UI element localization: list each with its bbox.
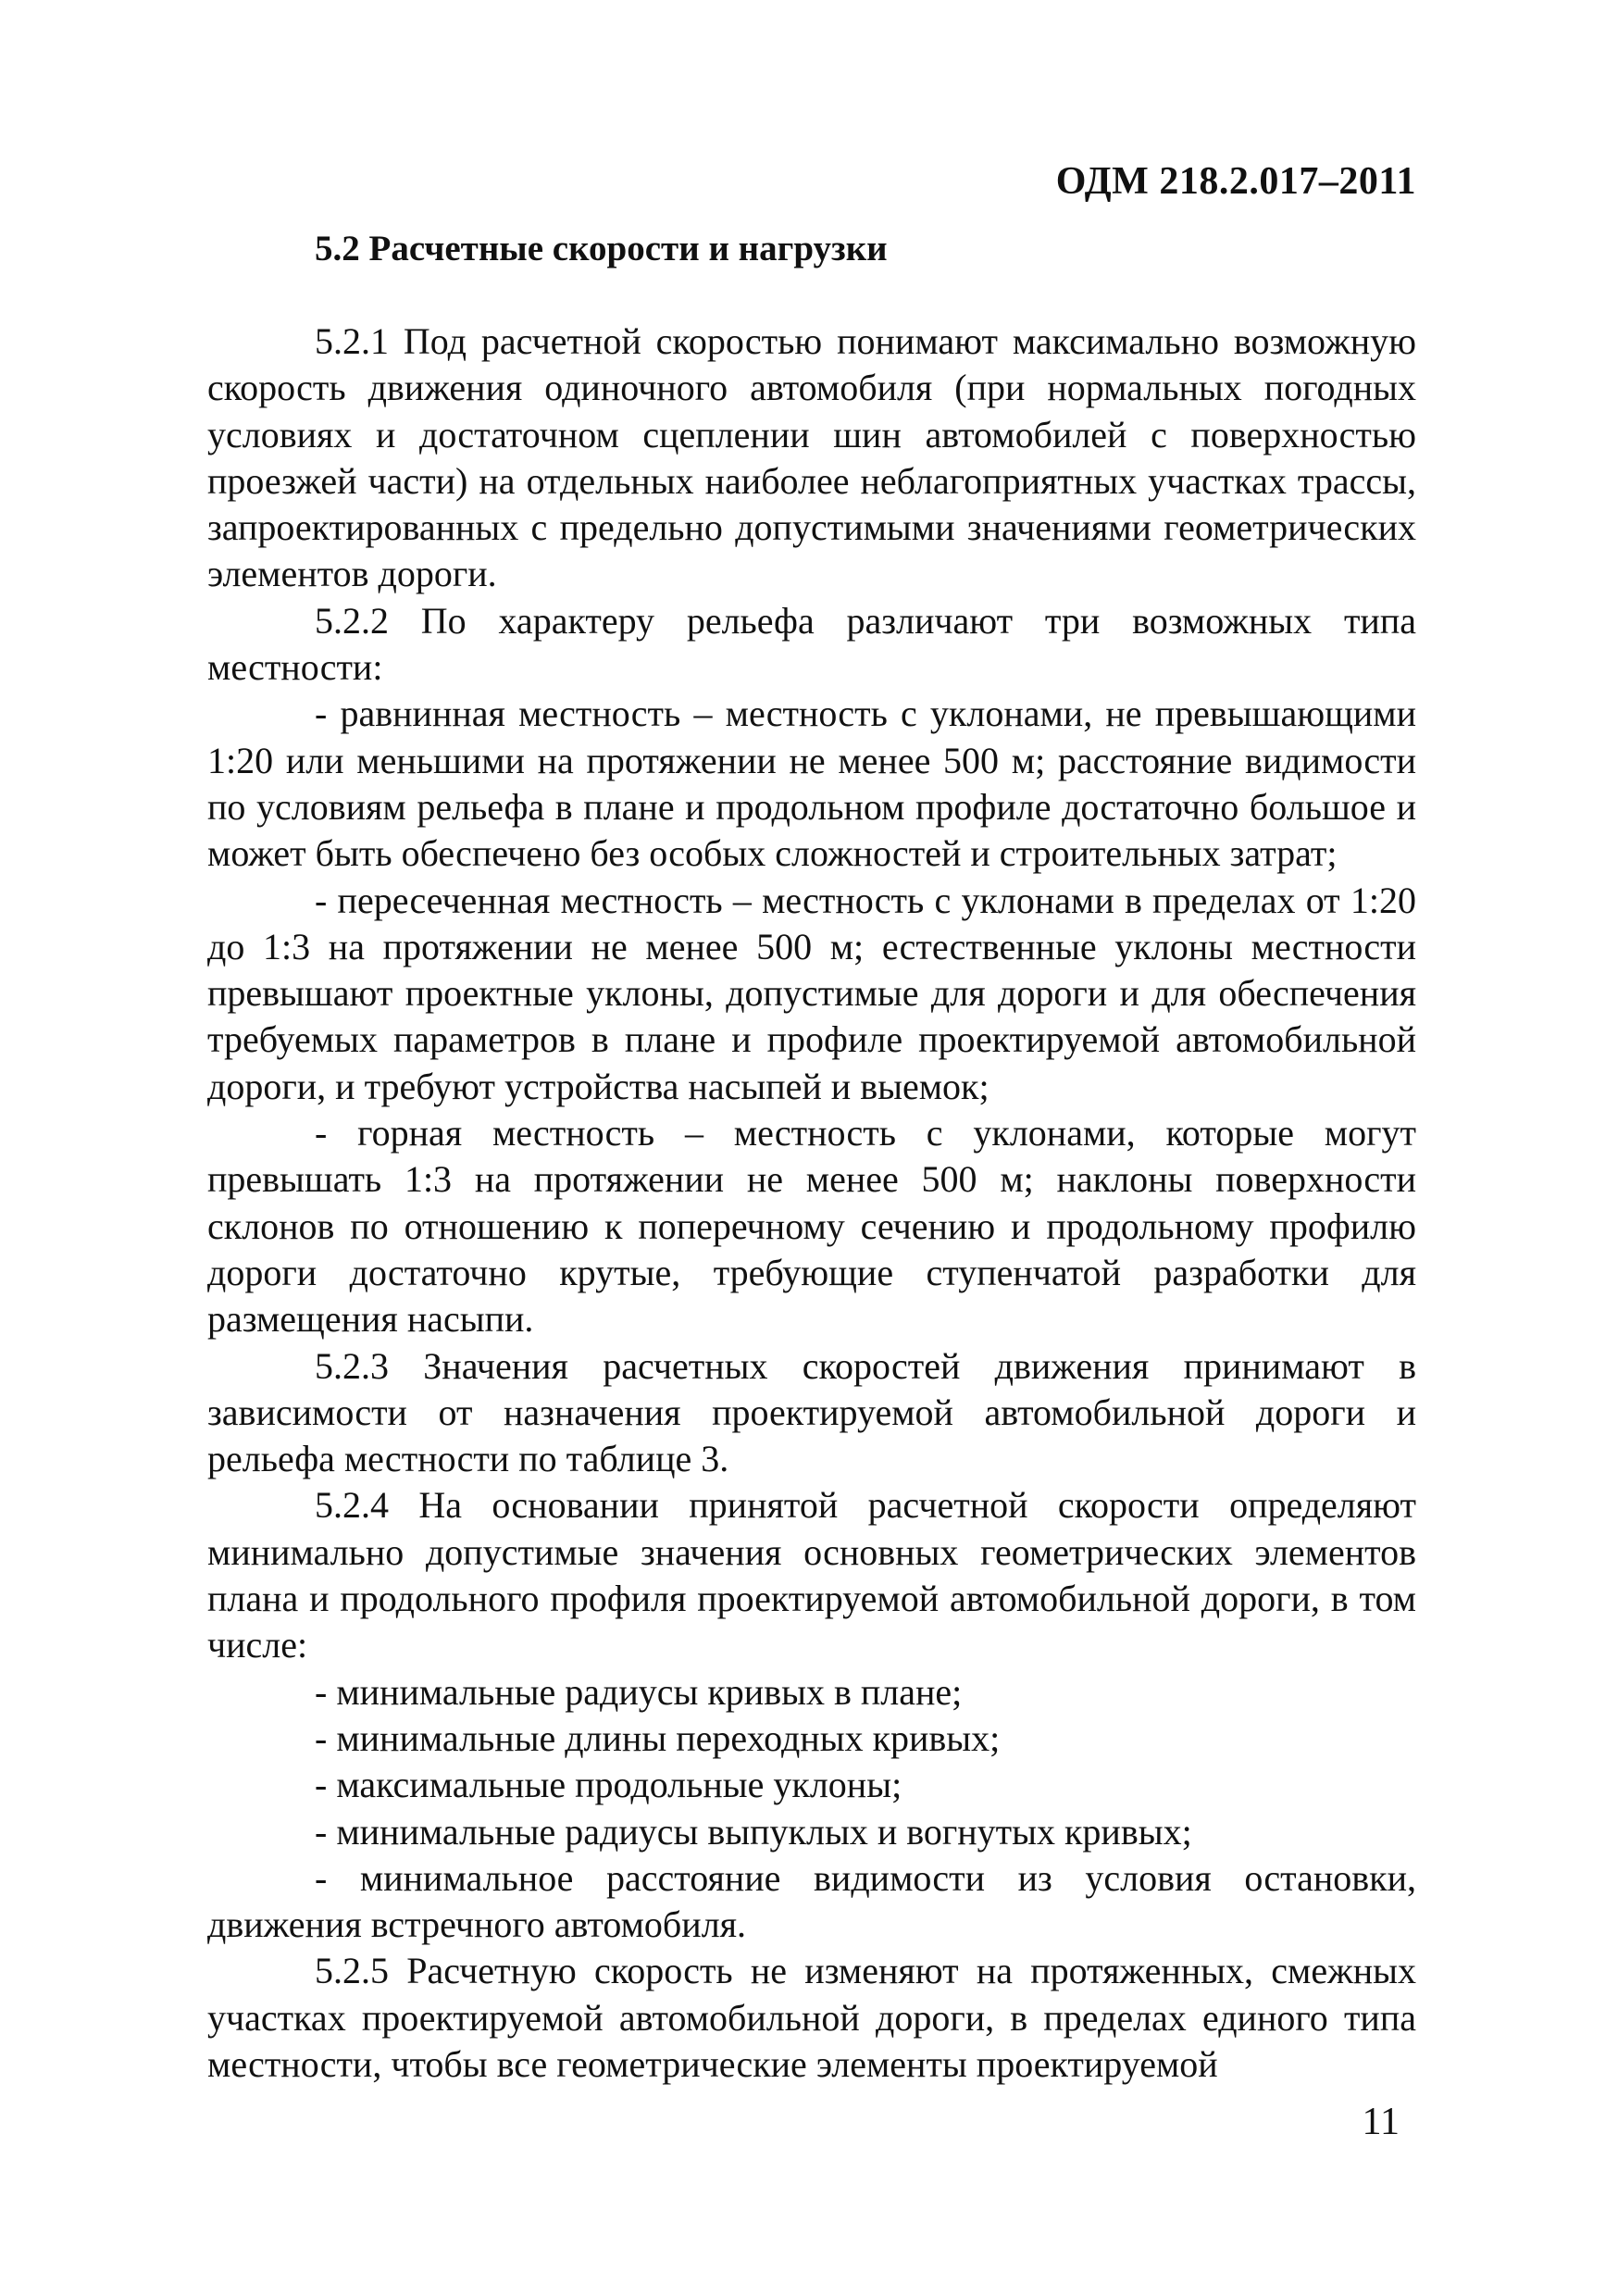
body-text xyxy=(207,318,1416,2088)
list-item-rough-terrain: - пересеченная местность – местность с уклонами в пределах от 1:20 до 1:3 на протяжении не менее 500 м; естественные уклоны местности превышают проектные уклоны, допустимые для дороги и для обеспечения требуемых параметров в плане и профиле проектируемой автомобильной дороги, и требуют устройства насыпей и выемок; xyxy=(207,879,1416,1107)
list-item-longitudinal-slopes: - максимальные продольные уклоны; xyxy=(315,1764,902,1806)
section-heading: 5.2 Расчетные скорости и нагрузки xyxy=(315,229,888,268)
paragraph-5-2-1: 5.2.1 Под расчетной скоростью понимают максимально возможную скорость движения одиночного автомобиля (при нормальных погодных условиях и достаточном сцеплении шин автомобилей с поверхностью проезжей части) на отдельных наиболее неблагоприятных участках трассы, запроектированных с предельно допустимыми значениями геометрических элементов дороги. xyxy=(207,320,1416,595)
paragraph-5-2-4: 5.2.4 На основании принятой расчетной скорости определяют минимально допустимые значения основных геометрических элементов плана и продольного профиля проектируемой автомобильной дороги, в том числе: xyxy=(207,1484,1416,1666)
list-item-vertical-curves: - минимальные радиусы выпуклых и вогнутых кривых; xyxy=(315,1810,1192,1853)
list-item-sight-distance: - минимальное расстояние видимости из условия остановки, движения встречного автомобиля. xyxy=(207,1856,1416,1946)
paragraph-5-2-3: 5.2.3 Значения расчетных скоростей движения принимают в зависимости от назначения проектируемой автомобильной дороги и рельефа местности по таблице 3. xyxy=(207,1344,1416,1480)
list-item-flat-terrain: - равнинная местность – местность с уклонами, не превышающими 1:20 или меньшими на протяжении не менее 500 м; расстояние видимости по условиям рельефа в плане и продольном профиле достаточно большое и может быть обеспечено без особых сложностей и строительных затрат; xyxy=(207,693,1416,875)
paragraph-5-2-5: 5.2.5 Расчетную скорость не изменяют на протяженных, смежных участках проектируемой автомобильной дороги, в пределах единого типа местности, чтобы все геометрические элементы проектируемой xyxy=(207,1950,1416,2085)
list-item-transition-curves: - минимальные длины переходных кривых; xyxy=(315,1716,1001,1759)
document-code: ОДМ 218.2.017–2011 xyxy=(1055,160,1416,203)
page-number: 11 xyxy=(1362,2101,1400,2143)
list-item-curve-radii: - минимальные радиусы кривых в плане; xyxy=(315,1670,963,1713)
list-item-mountain-terrain: - горная местность – местность с уклонами, которые могут превышать 1:3 на протяжении не менее 500 м; наклоны поверхности склонов по отношению к поперечному сечению и продольному профилю дороги достаточно крутые, требующие ступенчатой разработки для размещения насыпи. xyxy=(207,1112,1416,1341)
paragraph-5-2-2: 5.2.2 По характеру рельефа различают три возможных типа местности: xyxy=(207,599,1416,689)
